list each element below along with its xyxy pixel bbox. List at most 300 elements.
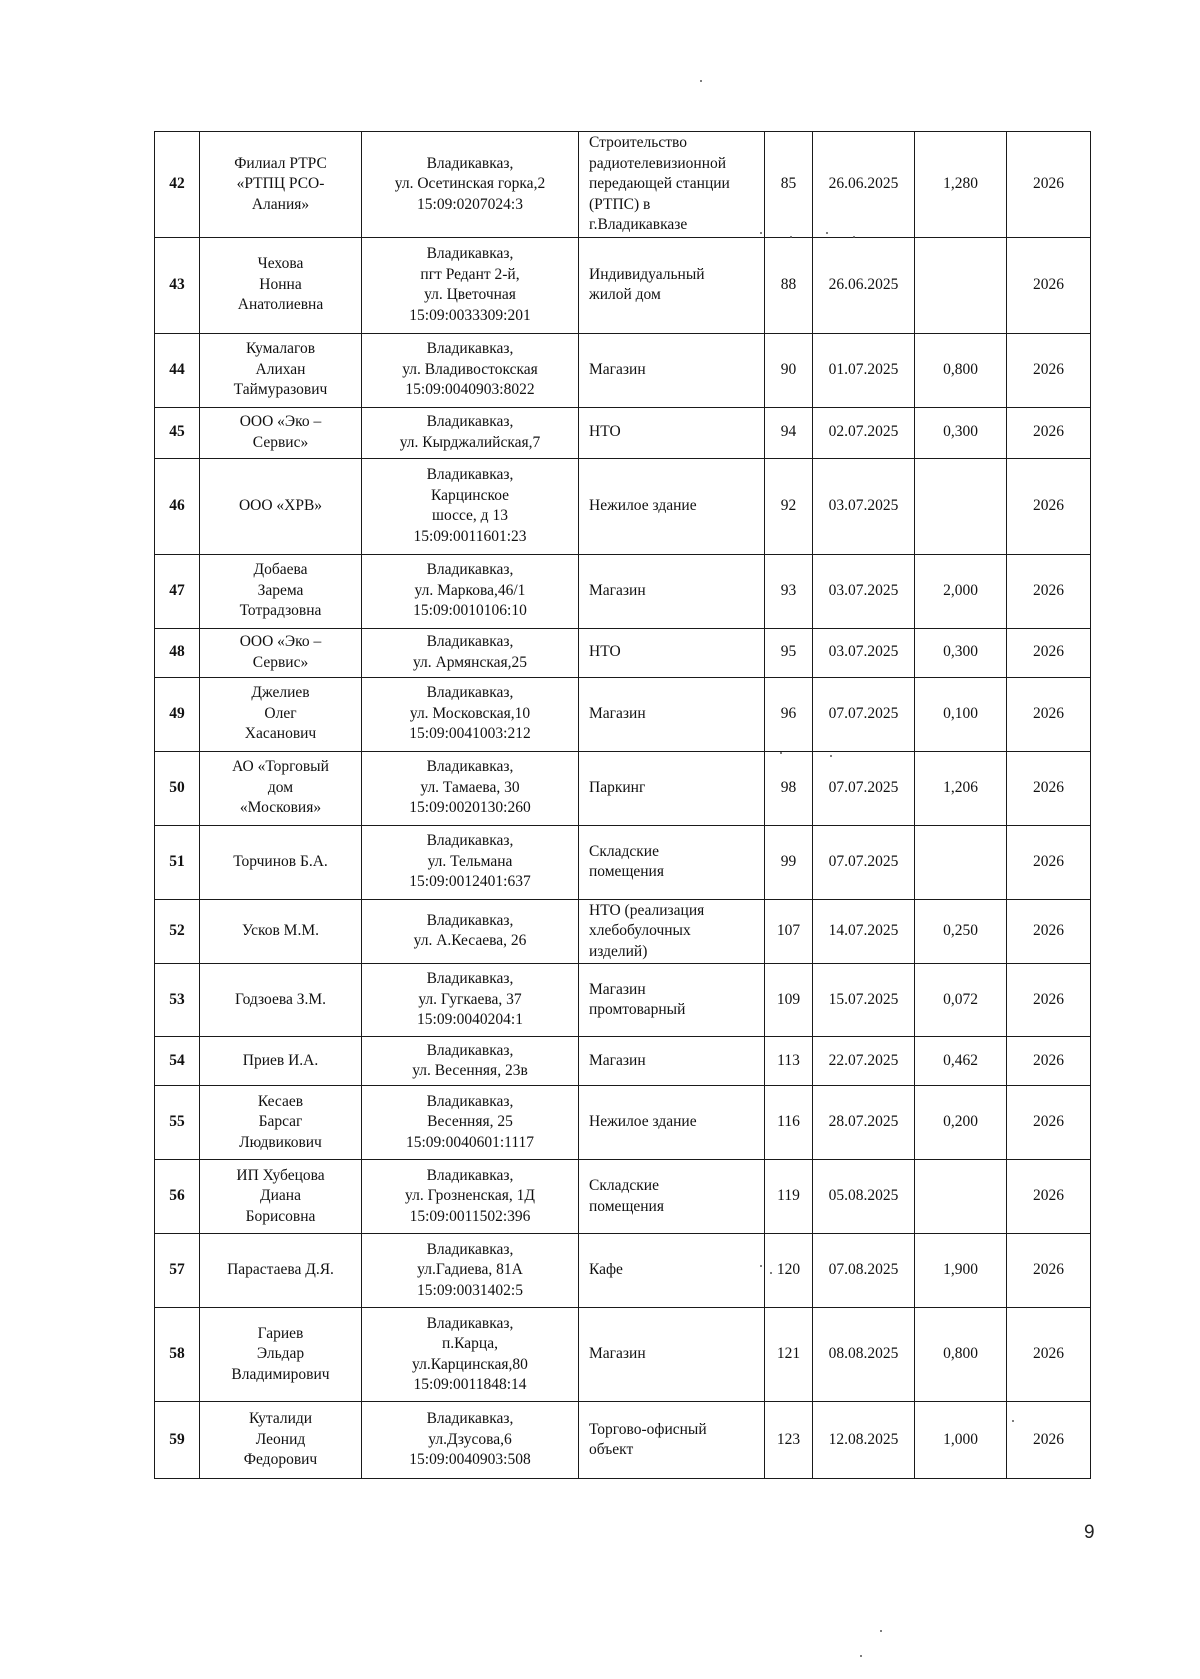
date-cell	[813, 554, 915, 628]
applicant-cell	[200, 1308, 362, 1402]
permit-number-cell-text: 99	[780, 852, 797, 870]
address-cell-line: Владикавказ,	[426, 832, 514, 850]
date-cell-text: 15.07.2025	[828, 990, 899, 1008]
address-cell-line: п.Карца,	[442, 1335, 498, 1352]
permit-number-cell-text: 113	[777, 1051, 800, 1069]
row-number-cell	[155, 1402, 200, 1479]
row-number-cell-text: 57	[169, 1261, 185, 1279]
permit-number-cell	[765, 458, 813, 554]
applicant-cell-line: дом	[267, 778, 294, 796]
scan-speck	[830, 755, 832, 757]
year-cell	[1007, 237, 1091, 333]
address-cell-line: Владикавказ,	[426, 561, 514, 579]
address-cell-line: 15:09:0011601:23	[413, 527, 527, 545]
row-number-cell	[155, 1308, 200, 1402]
date-cell	[813, 1086, 915, 1160]
purpose-cell	[579, 1234, 765, 1308]
row-number-cell	[155, 1234, 200, 1308]
date-cell-text: 07.07.2025	[828, 704, 899, 722]
purpose-cell	[579, 1037, 765, 1086]
table-row	[155, 1234, 1091, 1308]
table-row	[155, 554, 1091, 628]
row-number-cell	[155, 132, 200, 238]
row-number-cell-text: 53	[169, 990, 185, 1008]
row-number-cell-text: 59	[169, 1430, 185, 1448]
address-cell-line: Владикавказ,	[426, 1041, 514, 1059]
purpose-cell-line: НТО (реализация	[589, 901, 705, 919]
applicant-cell-line: Борисовна	[245, 1207, 316, 1225]
table-row	[155, 458, 1091, 554]
date-cell	[813, 1160, 915, 1234]
applicant-cell-line: Годзоева З.М.	[235, 990, 326, 1008]
date-cell-text: 12.08.2025	[828, 1430, 899, 1448]
year-cell	[1007, 751, 1091, 825]
purpose-cell-line: Складские	[589, 842, 659, 860]
area-cell	[915, 628, 1007, 677]
year-cell-text: 2026	[1033, 1051, 1064, 1069]
area-cell-text: 0,800	[943, 360, 978, 378]
purpose-cell-line: НТО	[589, 423, 621, 441]
applicant-cell-line: Приев И.А.	[242, 1051, 319, 1069]
address-cell-line: Владикавказ,	[426, 1092, 514, 1110]
address-cell-line: ул. Гугкаева, 37	[418, 990, 522, 1008]
purpose-cell	[579, 237, 765, 333]
applicant-cell-line: ИП Хубецова	[236, 1166, 325, 1184]
row-number-cell-text: 48	[169, 643, 185, 661]
applicant-cell	[200, 899, 362, 964]
address-cell	[362, 1234, 579, 1308]
year-cell	[1007, 677, 1091, 751]
scan-speck	[770, 1272, 772, 1274]
date-cell-text: 03.07.2025	[828, 581, 899, 599]
address-cell-line: 15:09:0040601:1117	[405, 1133, 535, 1151]
purpose-cell-line: промтоварный	[589, 1001, 686, 1018]
applicant-cell-line: Алания»	[251, 195, 310, 213]
address-cell-line: Владикавказ,	[426, 1314, 514, 1332]
permit-number-cell	[765, 1086, 813, 1160]
area-cell-text: 0,100	[943, 704, 978, 722]
purpose-cell-line: Кафе	[589, 1261, 623, 1279]
purpose-cell	[579, 677, 765, 751]
area-cell	[915, 132, 1007, 238]
permit-number-cell	[765, 825, 813, 899]
scan-speck	[790, 236, 792, 238]
scan-speck	[826, 232, 828, 234]
row-number-cell-text: 43	[169, 275, 185, 293]
row-number-cell	[155, 825, 200, 899]
area-cell	[915, 964, 1007, 1037]
applicant-cell-line: Филиал РТРС	[234, 154, 327, 172]
year-cell-text: 2026	[1033, 581, 1064, 599]
permit-number-cell-text: 88	[780, 275, 797, 293]
area-cell-text: 0,072	[943, 990, 978, 1008]
purpose-cell	[579, 1402, 765, 1479]
address-cell	[362, 964, 579, 1037]
applicant-cell-line: Эльдар	[256, 1345, 305, 1363]
address-cell-line: ул. Весенняя, 23в	[412, 1062, 528, 1079]
date-cell-text: 28.07.2025	[828, 1113, 899, 1131]
address-cell-line: Владикавказ,	[426, 758, 514, 776]
applicant-cell-line: Торчинов Б.А.	[233, 852, 328, 870]
area-cell-text: 0,200	[943, 1113, 978, 1131]
purpose-cell-line: Магазин	[589, 980, 646, 998]
area-cell	[915, 554, 1007, 628]
address-cell-line: 15:09:0010106:10	[413, 602, 527, 620]
permit-number-cell	[765, 237, 813, 333]
applicant-cell	[200, 132, 362, 238]
area-cell	[915, 407, 1007, 458]
address-cell	[362, 1402, 579, 1479]
year-cell	[1007, 1160, 1091, 1234]
row-number-cell	[155, 554, 200, 628]
address-cell-line: ул. Тельмана	[427, 852, 513, 870]
applicant-cell	[200, 1086, 362, 1160]
applicant-cell-line: Диана	[260, 1187, 301, 1205]
permit-number-cell	[765, 333, 813, 407]
year-cell-text: 2026	[1033, 704, 1064, 722]
applicant-cell-line: Джелиев	[251, 684, 310, 702]
address-cell-line: ул. Армянская,25	[412, 653, 528, 671]
table-row	[155, 1160, 1091, 1234]
date-cell-text: 08.08.2025	[828, 1345, 899, 1363]
date-cell	[813, 825, 915, 899]
applicant-cell-line: Зарема	[257, 581, 304, 599]
table-row	[155, 1037, 1091, 1086]
row-number-cell-text: 47	[169, 581, 185, 599]
area-cell-text: 1,206	[943, 778, 978, 796]
date-cell	[813, 1402, 915, 1479]
date-cell-text: 02.07.2025	[828, 423, 899, 441]
row-number-cell-text: 49	[169, 704, 185, 722]
purpose-cell	[579, 132, 765, 238]
table-row	[155, 1086, 1091, 1160]
area-cell	[915, 1234, 1007, 1308]
permit-number-cell	[765, 554, 813, 628]
applicant-cell-line: Сервис»	[252, 653, 309, 671]
date-cell	[813, 677, 915, 751]
year-cell	[1007, 825, 1091, 899]
scan-speck	[880, 1630, 882, 1632]
applicant-cell	[200, 751, 362, 825]
date-cell	[813, 1234, 915, 1308]
year-cell	[1007, 1402, 1091, 1479]
applicant-cell	[200, 825, 362, 899]
area-cell	[915, 751, 1007, 825]
area-cell	[915, 1308, 1007, 1402]
address-cell-line: 15:09:0041003:212	[409, 725, 531, 743]
scan-speck	[853, 236, 855, 238]
purpose-cell-line: НТО	[589, 643, 621, 661]
applicant-cell-line: Чехова	[257, 255, 304, 273]
row-number-cell-text: 51	[169, 852, 185, 870]
year-cell	[1007, 458, 1091, 554]
address-cell	[362, 825, 579, 899]
date-cell-text: 14.07.2025	[828, 922, 899, 939]
address-cell-line: ул.Карцинская,80	[412, 1355, 528, 1373]
applicant-cell-line: Федорович	[243, 1451, 318, 1469]
address-cell-line: 15:09:0207024:3	[417, 195, 523, 213]
address-cell	[362, 1160, 579, 1234]
row-number-cell-text: 42	[169, 175, 185, 192]
date-cell-text: 26.06.2025	[828, 275, 899, 293]
address-cell-line: ул. Тамаева, 30	[420, 778, 520, 796]
address-cell-line: Владикавказ,	[426, 1410, 514, 1428]
address-cell	[362, 554, 579, 628]
applicant-cell	[200, 677, 362, 751]
permits-table	[154, 131, 1091, 1479]
address-cell-line: 15:09:0040204:1	[417, 1011, 523, 1029]
address-cell-line: Владикавказ,	[426, 340, 514, 358]
applicant-cell	[200, 458, 362, 554]
permit-number-cell-text: 120	[776, 1261, 801, 1279]
area-cell-text: 0,300	[943, 423, 978, 441]
scan-speck	[1012, 1420, 1014, 1422]
applicant-cell-line: АО «Торговый	[232, 758, 329, 776]
permit-number-cell-text: 96	[780, 704, 797, 722]
year-cell	[1007, 333, 1091, 407]
area-cell	[915, 1086, 1007, 1160]
address-cell-line: 15:09:0012401:637	[409, 873, 531, 891]
address-cell-line: Владикавказ,	[426, 466, 514, 483]
area-cell	[915, 458, 1007, 554]
year-cell	[1007, 1234, 1091, 1308]
permit-number-cell-text: 119	[777, 1187, 800, 1205]
date-cell-text: 03.07.2025	[828, 643, 899, 661]
applicant-cell-line: Таймуразович	[233, 381, 328, 399]
purpose-cell-line: Магазин	[589, 581, 646, 599]
permit-number-cell	[765, 132, 813, 238]
table-row	[155, 1402, 1091, 1479]
year-cell-text: 2026	[1033, 1261, 1064, 1279]
area-cell-text: 2,000	[943, 581, 978, 599]
address-cell-line: 15:09:0040903:8022	[405, 381, 535, 399]
permit-number-cell	[765, 899, 813, 964]
purpose-cell-line: Складские	[589, 1177, 659, 1194]
year-cell	[1007, 1086, 1091, 1160]
area-cell	[915, 333, 1007, 407]
year-cell	[1007, 628, 1091, 677]
address-cell	[362, 628, 579, 677]
applicant-cell-line: Леонид	[255, 1430, 306, 1448]
permit-number-cell	[765, 1037, 813, 1086]
applicant-cell-line: Нонна	[259, 275, 302, 293]
date-cell-text: 22.07.2025	[828, 1051, 899, 1069]
permit-number-cell-text: 116	[777, 1113, 800, 1131]
permit-number-cell	[765, 407, 813, 458]
area-cell	[915, 899, 1007, 964]
applicant-cell	[200, 237, 362, 333]
year-cell-text: 2026	[1033, 1187, 1064, 1205]
row-number-cell	[155, 628, 200, 677]
year-cell-text: 2026	[1033, 778, 1064, 796]
address-cell-line: Владикавказ,	[426, 970, 514, 988]
purpose-cell	[579, 899, 765, 964]
date-cell	[813, 237, 915, 333]
address-cell-line: Владикавказ,	[426, 684, 514, 702]
date-cell-text: 05.08.2025	[828, 1187, 899, 1205]
area-cell	[915, 237, 1007, 333]
address-cell	[362, 237, 579, 333]
applicant-cell	[200, 407, 362, 458]
address-cell-line: 15:09:0011848:14	[413, 1376, 527, 1393]
purpose-cell	[579, 1086, 765, 1160]
table-row	[155, 1308, 1091, 1402]
applicant-cell-line: Алихан	[255, 360, 306, 378]
row-number-cell	[155, 458, 200, 554]
permit-number-cell	[765, 677, 813, 751]
date-cell-text: 01.07.2025	[828, 360, 899, 378]
permit-number-cell	[765, 628, 813, 677]
purpose-cell-line: жилой дом	[589, 286, 661, 303]
applicant-cell-line: Парастаева Д.Я.	[227, 1261, 334, 1279]
applicant-cell-line: Кумалагов	[245, 340, 316, 358]
year-cell	[1007, 554, 1091, 628]
purpose-cell-line: помещения	[589, 1197, 664, 1215]
permit-number-cell-text: 94	[780, 423, 797, 441]
applicant-cell-line: Куталиди	[248, 1410, 313, 1428]
year-cell-text: 2026	[1033, 922, 1064, 939]
year-cell-text: 2026	[1033, 496, 1064, 514]
year-cell-text: 2026	[1033, 852, 1064, 870]
permit-number-cell-text: 123	[776, 1430, 801, 1448]
year-cell	[1007, 899, 1091, 964]
scan-speck	[860, 1655, 862, 1657]
row-number-cell	[155, 751, 200, 825]
applicant-cell-line: Барсаг	[258, 1113, 303, 1131]
purpose-cell-line: Нежилое здание	[589, 496, 697, 514]
permit-number-cell	[765, 751, 813, 825]
applicant-cell	[200, 1037, 362, 1086]
address-cell-line: 15:09:0011502:396	[409, 1207, 531, 1225]
year-cell	[1007, 132, 1091, 238]
scan-speck	[760, 232, 762, 234]
applicant-cell	[200, 1160, 362, 1234]
row-number-cell-text: 56	[169, 1187, 185, 1205]
row-number-cell-text: 52	[169, 922, 185, 939]
purpose-cell	[579, 407, 765, 458]
area-cell-text: 0,250	[943, 922, 978, 939]
permit-number-cell-text: 98	[780, 778, 797, 796]
row-number-cell	[155, 1037, 200, 1086]
address-cell-line: пгт Редант 2-й,	[420, 265, 520, 283]
applicant-cell	[200, 964, 362, 1037]
scan-speck	[760, 1265, 762, 1267]
applicant-cell	[200, 333, 362, 407]
row-number-cell	[155, 964, 200, 1037]
address-cell	[362, 407, 579, 458]
date-cell-text: 03.07.2025	[828, 496, 899, 514]
purpose-cell	[579, 554, 765, 628]
year-cell	[1007, 407, 1091, 458]
address-cell	[362, 1308, 579, 1402]
row-number-cell	[155, 407, 200, 458]
purpose-cell-line: хлебобулочных	[589, 922, 691, 939]
year-cell-text: 2026	[1033, 423, 1064, 441]
date-cell	[813, 1308, 915, 1402]
row-number-cell	[155, 677, 200, 751]
applicant-cell-line: Добаева	[253, 561, 308, 579]
date-cell-text: 07.08.2025	[828, 1261, 899, 1279]
area-cell	[915, 1037, 1007, 1086]
table-row	[155, 899, 1091, 964]
purpose-cell-line: Магазин	[589, 1051, 646, 1069]
permit-number-cell-text: 93	[780, 581, 797, 599]
address-cell-line: ул.Гадиева, 81А	[417, 1261, 523, 1279]
address-cell-line: Владикавказ,	[426, 154, 514, 172]
purpose-cell-line: изделий)	[589, 942, 648, 960]
applicant-cell	[200, 628, 362, 677]
address-cell-line: Владикавказ,	[426, 633, 514, 650]
year-cell-text: 2026	[1033, 1430, 1064, 1448]
area-cell-text: 1,900	[943, 1261, 978, 1279]
purpose-cell-line: объект	[589, 1441, 634, 1458]
row-number-cell	[155, 237, 200, 333]
purpose-cell-line: г.Владикавказе	[589, 216, 688, 233]
address-cell-line: шоссе, д 13	[432, 507, 508, 524]
purpose-cell	[579, 825, 765, 899]
row-number-cell	[155, 333, 200, 407]
purpose-cell	[579, 458, 765, 554]
purpose-cell-line: Магазин	[589, 704, 646, 722]
permit-number-cell	[765, 1234, 813, 1308]
purpose-cell-line: передающей станции	[589, 175, 730, 192]
applicant-cell	[200, 1402, 362, 1479]
year-cell	[1007, 1308, 1091, 1402]
year-cell-text: 2026	[1033, 990, 1064, 1008]
date-cell	[813, 628, 915, 677]
address-cell-line: ул. Кырджалийская,7	[399, 433, 541, 451]
address-cell	[362, 751, 579, 825]
permit-number-cell	[765, 1160, 813, 1234]
permit-number-cell-text: 95	[780, 643, 797, 661]
row-number-cell	[155, 1086, 200, 1160]
address-cell	[362, 132, 579, 238]
date-cell	[813, 899, 915, 964]
table-row	[155, 964, 1091, 1037]
purpose-cell-line: Паркинг	[589, 778, 646, 796]
applicant-cell-line: ООО «Эко –	[239, 413, 322, 430]
permit-number-cell-text: 92	[780, 496, 797, 514]
permit-number-cell-text: 90	[780, 360, 797, 378]
year-cell-text: 2026	[1033, 643, 1064, 661]
permit-number-cell	[765, 964, 813, 1037]
date-cell-text: 07.07.2025	[828, 852, 899, 870]
address-cell	[362, 1037, 579, 1086]
address-cell-line: Владикавказ,	[426, 245, 514, 262]
address-cell-line: Весенняя, 25	[427, 1113, 513, 1131]
address-cell	[362, 899, 579, 964]
purpose-cell	[579, 1160, 765, 1234]
table-row	[155, 333, 1091, 407]
area-cell-text: 1,280	[943, 175, 978, 192]
applicant-cell-line: Хасанович	[244, 725, 317, 743]
address-cell-line: Владикавказ,	[426, 911, 514, 929]
address-cell-line: 15:09:0020130:260	[409, 799, 531, 817]
purpose-cell	[579, 628, 765, 677]
permit-number-cell	[765, 1308, 813, 1402]
area-cell	[915, 677, 1007, 751]
row-number-cell-text: 45	[169, 423, 185, 441]
applicant-cell-line: Кесаев	[257, 1092, 304, 1110]
date-cell-text: 07.07.2025	[828, 778, 899, 796]
address-cell-line: Владикавказ,	[426, 1166, 514, 1184]
date-cell	[813, 964, 915, 1037]
address-cell-line: ул. Грозненская, 1Д	[405, 1187, 535, 1205]
address-cell	[362, 677, 579, 751]
row-number-cell-text: 44	[169, 360, 185, 378]
address-cell-line: 15:09:0033309:201	[409, 306, 531, 324]
date-cell	[813, 407, 915, 458]
